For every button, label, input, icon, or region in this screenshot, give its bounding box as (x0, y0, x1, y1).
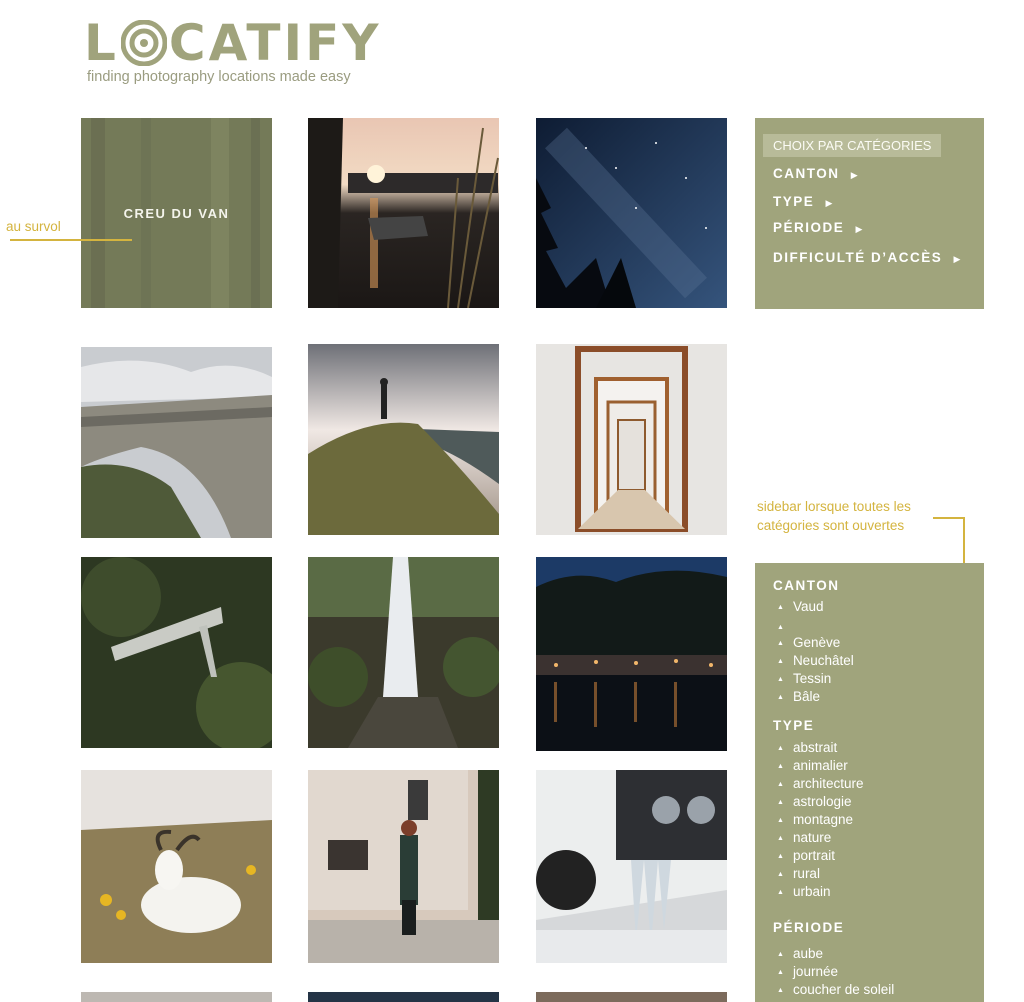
goat-photo (81, 770, 272, 963)
arrow-right-icon: ▶ (825, 198, 834, 208)
option-label: rural (792, 866, 820, 881)
option-type-montagne[interactable] (777, 812, 853, 827)
photo-tile-night-lake[interactable] (536, 557, 727, 751)
category-item-difficulte[interactable] (773, 250, 962, 265)
option-label: portrait (792, 848, 835, 863)
option-label: abstrait (792, 740, 838, 755)
hiker-photo (308, 344, 499, 535)
photo-tile-goat[interactable] (81, 770, 272, 963)
photo-tile-hiker[interactable] (308, 344, 499, 535)
option-label: coucher de soleil (792, 982, 895, 997)
option-periode-aube[interactable] (777, 946, 823, 961)
bridge-photo (81, 557, 272, 748)
category-item-canton[interactable] (773, 166, 859, 181)
bullet-up-icon: ▲ (777, 675, 784, 683)
logo-letters: CATIFY (168, 14, 382, 72)
option-label: journée (792, 964, 838, 979)
category-item-label: CANTON (773, 166, 840, 181)
photo-tile-waterfall[interactable] (308, 557, 499, 748)
bullet-up-icon: ▲ (777, 950, 784, 958)
bullet-up-icon: ▲ (777, 693, 784, 701)
option-type-nature[interactable] (777, 830, 831, 845)
option-periode-journee[interactable] (777, 964, 838, 979)
night-lake-photo (536, 557, 727, 751)
photo-tile-cliff[interactable] (81, 347, 272, 538)
tagline: finding photography locations made easy (87, 69, 351, 85)
arrow-right-icon: ▶ (855, 224, 864, 234)
option-type-astrologie[interactable] (777, 794, 851, 809)
bullet-up-icon: ▲ (777, 639, 784, 647)
bullet-up-icon: ▲ (777, 744, 784, 752)
option-canton-geneve[interactable] (777, 635, 840, 650)
option-type-architecture[interactable] (777, 776, 863, 791)
option-periode-coucher-de-soleil[interactable] (777, 982, 894, 997)
bullet-up-icon: ▲ (777, 968, 784, 976)
frozen-van-photo (536, 770, 727, 963)
hover-annotation: au survol (6, 219, 61, 234)
option-canton-empty[interactable] (777, 619, 793, 634)
sidebar-section-periode[interactable]: PÉRIODE (773, 920, 845, 935)
category-item-type[interactable] (773, 194, 834, 209)
target-icon (121, 20, 167, 66)
arrow-right-icon: ▶ (850, 170, 860, 180)
sidebar-annotation-line-horizontal (933, 517, 965, 519)
arrow-right-icon: ▶ (953, 254, 962, 264)
photo-tile-bridge[interactable] (81, 557, 272, 748)
sidebar-annotation-line-2: catégories sont ouvertes (757, 518, 905, 533)
photo-tile-corridor[interactable] (536, 344, 727, 535)
bullet-up-icon: ▲ (777, 623, 784, 631)
option-canton-neuchatel[interactable] (777, 653, 854, 668)
photo-tile-partial-3[interactable] (536, 992, 727, 1002)
category-item-label: TYPE (773, 194, 815, 209)
hover-location-label: CREU DU VAN (123, 206, 230, 221)
category-chooser-panel (755, 118, 984, 309)
option-label: montagne (792, 812, 853, 827)
waterfall-photo (308, 557, 499, 748)
cliff-photo (81, 347, 272, 538)
corridor-photo (536, 344, 727, 535)
bullet-up-icon: ▲ (777, 870, 784, 878)
category-item-periode[interactable] (773, 220, 864, 235)
option-type-animalier[interactable] (777, 758, 848, 773)
option-label: astrologie (792, 794, 852, 809)
category-item-label: DIFFICULTÉ D’ACCÈS (773, 250, 943, 265)
option-label: Genève (792, 635, 841, 650)
option-canton-bale[interactable] (777, 689, 820, 704)
option-label: Neuchâtel (792, 653, 854, 668)
hover-annotation-line (10, 239, 132, 241)
photo-tile-partial-1[interactable] (81, 992, 272, 1002)
option-type-portrait[interactable] (777, 848, 835, 863)
bullet-up-icon: ▲ (777, 888, 784, 896)
lake-sunset-photo (308, 118, 499, 308)
sidebar-annotation-line-1: sidebar lorsque toutes les (757, 499, 911, 514)
category-item-label: PÉRIODE (773, 220, 845, 235)
photo-tile-lake-sunset[interactable] (308, 118, 499, 308)
option-label: Tessin (792, 671, 832, 686)
option-type-rural[interactable] (777, 866, 820, 881)
option-label: animalier (792, 758, 848, 773)
bullet-up-icon: ▲ (777, 852, 784, 860)
photo-tile-milky-way[interactable] (536, 118, 727, 308)
option-type-urbain[interactable] (777, 884, 830, 899)
bullet-up-icon: ▲ (777, 986, 784, 994)
sidebar-section-canton[interactable]: CANTON (773, 578, 840, 593)
photo-tile-urban-portrait[interactable] (308, 770, 499, 963)
option-label: Vaud (792, 599, 824, 614)
option-canton-tessin[interactable] (777, 671, 831, 686)
bullet-up-icon: ▲ (777, 816, 784, 824)
option-label: aube (792, 946, 823, 961)
bullet-up-icon: ▲ (777, 603, 784, 611)
night-sky-photo (536, 118, 727, 308)
bullet-up-icon: ▲ (777, 657, 784, 665)
bullet-up-icon: ▲ (777, 780, 784, 788)
photo-tile-creu-du-van-hover[interactable] (81, 118, 272, 308)
photo-tile-frozen-van[interactable] (536, 770, 727, 963)
bullet-up-icon: ▲ (777, 762, 784, 770)
option-type-abstrait[interactable] (777, 740, 837, 755)
logo-letter-l: L (84, 14, 119, 72)
option-label: urbain (792, 884, 831, 899)
option-canton-vaud[interactable] (777, 599, 823, 614)
option-label: nature (792, 830, 832, 845)
bullet-up-icon: ▲ (777, 798, 784, 806)
urban-portrait-photo (308, 770, 499, 963)
photo-tile-partial-2[interactable] (308, 992, 499, 1002)
logo[interactable] (84, 14, 381, 72)
sidebar-section-type[interactable]: TYPE (773, 718, 815, 733)
expanded-category-sidebar (755, 563, 984, 1002)
category-chooser-title: CHOIX PAR CATÉGORIES (763, 134, 941, 157)
bullet-up-icon: ▲ (777, 834, 784, 842)
option-label: Bâle (792, 689, 820, 704)
option-label: architecture (792, 776, 864, 791)
